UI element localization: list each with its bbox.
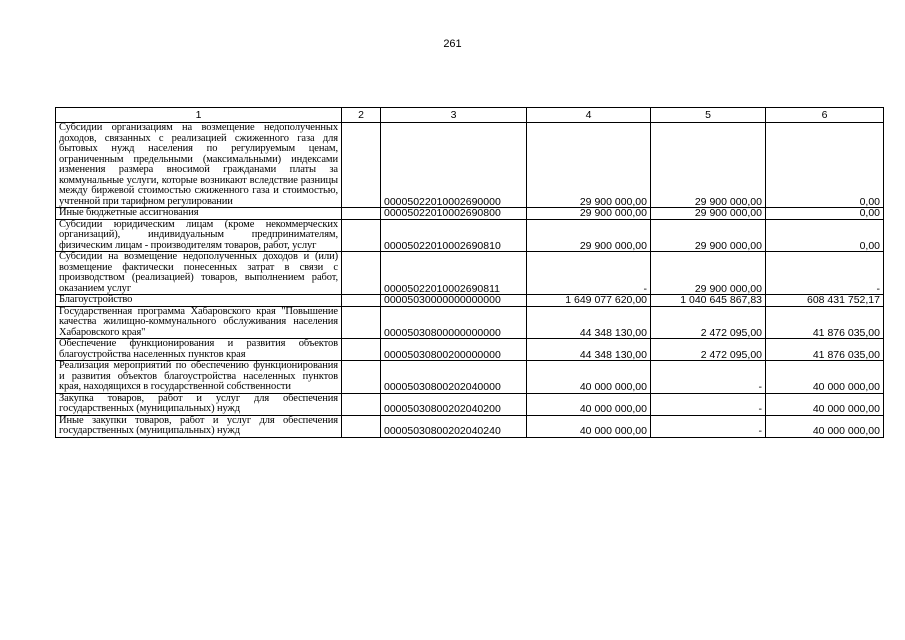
row-col2-cell (342, 361, 381, 394)
row-name-cell: Благоустройство (56, 295, 342, 307)
row-code-cell: 00005030000000000000 (381, 295, 527, 307)
row-value-col6: 41 876 035,00 (766, 306, 884, 339)
row-value-col4: 29 900 000,00 (527, 208, 651, 220)
row-name-cell: Субсидии на возмещение недополученных доходов и (или) возмещение фактически понесенных затрат в связи с производством (реализацией) товаров, выполнением работ, оказанием услуг (56, 252, 342, 295)
row-value-col5: - (651, 415, 766, 437)
row-name-cell: Иные закупки товаров, работ и услуг для обеспечения государственных (муниципальных) нужд (56, 415, 342, 437)
row-value-col4: 44 348 130,00 (527, 306, 651, 339)
table-header-row (56, 108, 884, 123)
row-value-col5: 29 900 000,00 (651, 219, 766, 252)
row-name-cell: Обеспечение функционирования и развития объектов благоустройства населенных пунктов края (56, 339, 342, 361)
row-code-cell: 00005022010002690000 (381, 123, 527, 208)
row-value-col6: 0,00 (766, 219, 884, 252)
row-code-cell: 00005030800202040000 (381, 361, 527, 394)
row-value-col4: 29 900 000,00 (527, 219, 651, 252)
row-code-cell: 00005030800000000000 (381, 306, 527, 339)
page-number: 261 (443, 38, 462, 50)
row-value-col4: 44 348 130,00 (527, 339, 651, 361)
row-code-cell: 00005030800202040240 (381, 415, 527, 437)
row-col2-cell (342, 219, 381, 252)
row-value-col5: 2 472 095,00 (651, 306, 766, 339)
row-value-col6: 40 000 000,00 (766, 415, 884, 437)
row-name-cell: Реализация мероприятий по обеспечению функционирования и развития объектов благоустройства населенных пунктов края, находящихся в государственной собственности (56, 361, 342, 394)
table-row (56, 339, 884, 361)
row-value-col6: 0,00 (766, 123, 884, 208)
row-value-col6: 0,00 (766, 208, 884, 220)
row-value-col5: 29 900 000,00 (651, 123, 766, 208)
row-value-col4: 40 000 000,00 (527, 415, 651, 437)
row-col2-cell (342, 306, 381, 339)
budget-table (55, 107, 884, 438)
row-code-cell: 00005030800202040200 (381, 393, 527, 415)
row-name-cell: Субсидии юридическим лицам (кроме некоммерческих организаций), индивидуальным предпринимателям, физическим лицам - производителям товаров, работ, услуг (56, 219, 342, 252)
table-row (56, 208, 884, 220)
row-value-col5: 1 040 645 867,83 (651, 295, 766, 307)
row-col2-cell (342, 208, 381, 220)
table-row (56, 361, 884, 394)
row-code-cell: 00005022010002690811 (381, 252, 527, 295)
column-header: 1 (56, 108, 342, 123)
row-name-cell: Субсидии организациям на возмещение недополученных доходов, связанных с реализацией сжиженного газа для бытовых нужд населения по регулируемым ценам, ограниченным предельными (максимальными) индексами изменения размера вносимой гражданами платы за коммунальные услуги, которые возникают вследствие разницы между биржевой стоимостью сжиженного газа и стоимостью, учтенной при тарифном регулировании (56, 123, 342, 208)
row-code-cell: 00005030800200000000 (381, 339, 527, 361)
row-value-col5: - (651, 361, 766, 394)
table-row (56, 123, 884, 208)
row-code-cell: 00005022010002690800 (381, 208, 527, 220)
row-value-col6: - (766, 252, 884, 295)
column-header: 2 (342, 108, 381, 123)
table-row (56, 295, 884, 307)
table-row (56, 219, 884, 252)
row-value-col4: - (527, 252, 651, 295)
column-header: 3 (381, 108, 527, 123)
row-value-col4: 1 649 077 620,00 (527, 295, 651, 307)
row-col2-cell (342, 339, 381, 361)
row-name-cell: Государственная программа Хабаровского края "Повышение качества жилищно-коммунального обслуживания населения Хабаровского края" (56, 306, 342, 339)
row-col2-cell (342, 252, 381, 295)
table-row (56, 252, 884, 295)
row-value-col6: 40 000 000,00 (766, 361, 884, 394)
row-value-col6: 41 876 035,00 (766, 339, 884, 361)
row-col2-cell (342, 123, 381, 208)
row-value-col4: 40 000 000,00 (527, 393, 651, 415)
column-header: 6 (766, 108, 884, 123)
table-row (56, 393, 884, 415)
row-value-col5: 29 900 000,00 (651, 252, 766, 295)
row-value-col4: 40 000 000,00 (527, 361, 651, 394)
row-value-col5: - (651, 393, 766, 415)
row-col2-cell (342, 393, 381, 415)
table-row (56, 415, 884, 437)
table-row (56, 306, 884, 339)
row-col2-cell (342, 415, 381, 437)
row-value-col6: 608 431 752,17 (766, 295, 884, 307)
row-value-col6: 40 000 000,00 (766, 393, 884, 415)
row-col2-cell (342, 295, 381, 307)
row-name-cell: Иные бюджетные ассигнования (56, 208, 342, 220)
row-value-col5: 2 472 095,00 (651, 339, 766, 361)
row-value-col5: 29 900 000,00 (651, 208, 766, 220)
row-value-col4: 29 900 000,00 (527, 123, 651, 208)
column-header: 4 (527, 108, 651, 123)
row-name-cell: Закупка товаров, работ и услуг для обеспечения государственных (муниципальных) нужд (56, 393, 342, 415)
column-header: 5 (651, 108, 766, 123)
row-code-cell: 00005022010002690810 (381, 219, 527, 252)
